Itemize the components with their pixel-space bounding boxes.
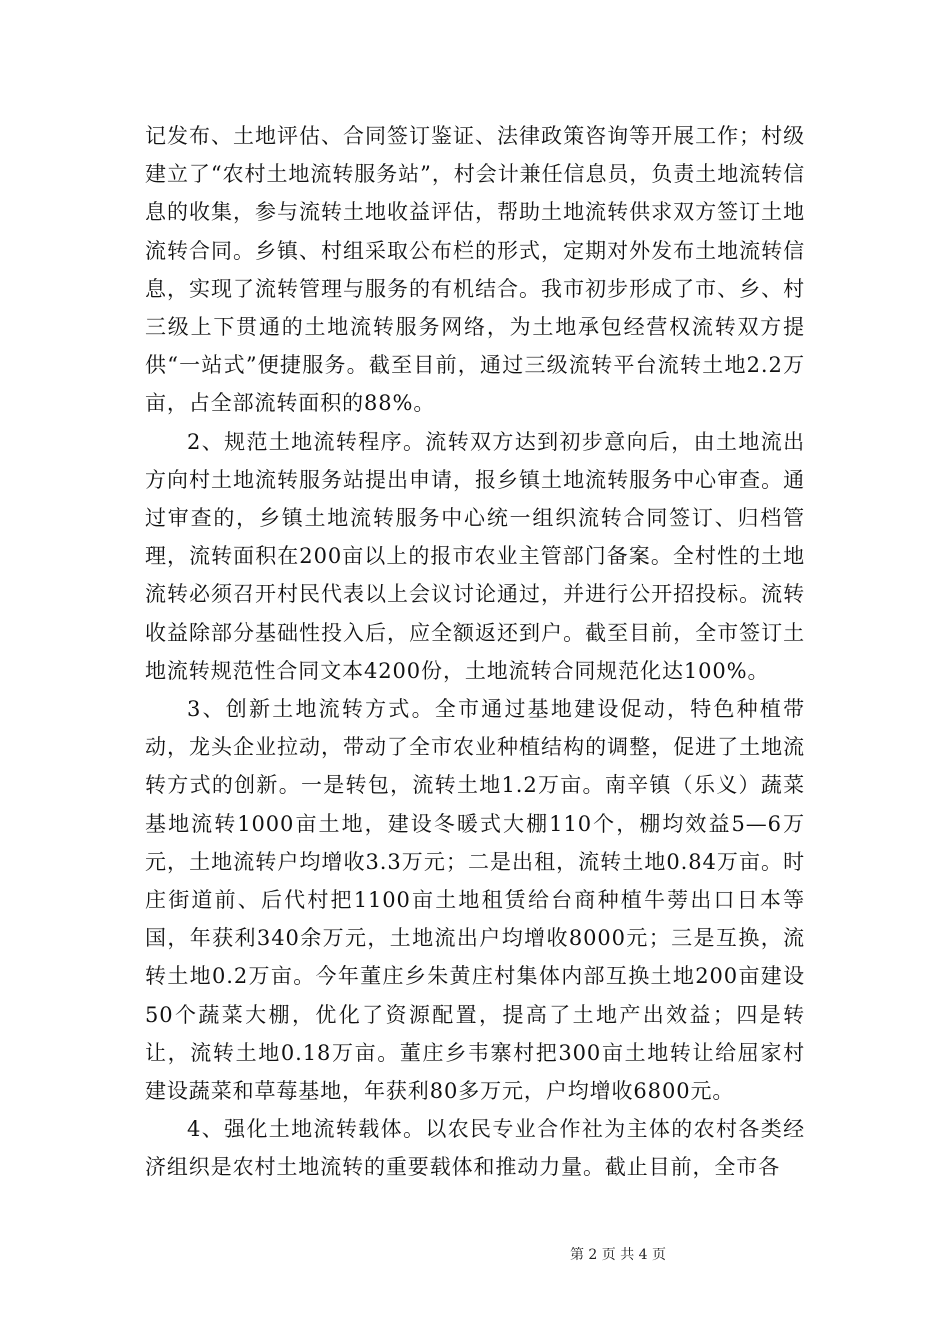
- paragraph-4: 4、强化土地流转载体。以农民专业合作社为主体的农村各类经济组织是农村土地流转的重要载体和推动力量。截止目前，全市各: [145, 1117, 805, 1180]
- paragraph-3: 3、创新土地流转方式。全市通过基地建设促动，特色种植带动，龙头企业拉动，带动了全市农业种植结构的调整，促进了土地流转方式的创新。一是转包，流转土地1.2万亩。南辛镇（乐义）蔬菜基地流转1000亩土地，建设冬暖式大棚110个，棚均效益5—6万元，土地流转户均增收3.3万元；二是出租，流转土地0.84万亩。时庄街道前、后代村把1100亩土地租赁给台商种植牛蒡出口日本等国，年获利340余万元，土地流出户均增收8000元；三是互换，流转土地0.2万亩。今年董庄乡朱黄庄村集体内部互换土地200亩建设50个蔬菜大棚，优化了资源配置，提高了土地产出效益；四是转让，流转土地0.18万亩。董庄乡韦寨村把300亩土地转让给屈家村建设蔬菜和草莓基地，年获利80多万元，户均增收6800元。: [145, 697, 805, 1104]
- document-body: [145, 117, 805, 1187]
- paragraph-1: 记发布、土地评估、合同签订鉴证、法律政策咨询等开展工作；村级建立了“农村土地流转服务站”，村会计兼任信息员，负责土地流转信息的收集，参与流转土地收益评估，帮助土地流转供求双方签订土地流转合同。乡镇、村组采取公布栏的形式，定期对外发布土地流转信息，实现了流转管理与服务的有机结合。我市初步形成了市、乡、村三级上下贯通的土地流转服务网络，为土地承包经营权流转双方提供“一站式”便捷服务。截至目前，通过三级流转平台流转土地2.2万亩，占全部流转面积的88%。: [145, 124, 805, 416]
- paragraph-2: 2、规范土地流转程序。流转双方达到初步意向后，由土地流出方向村土地流转服务站提出申请，报乡镇土地流转服务中心审查。通过审查的，乡镇土地流转服务中心统一组织流转合同签订、归档管理，流转面积在200亩以上的报市农业主管部门备案。全村性的土地流转必须召开村民代表以上会议讨论通过，并进行公开招投标。流转收益除部分基础性投入后，应全额返还到户。截至目前，全市签订土地流转规范性合同文本4200份，土地流转合同规范化达100%。: [145, 429, 805, 683]
- page-number-footer: 第 2 页 共 4 页: [569, 1247, 667, 1263]
